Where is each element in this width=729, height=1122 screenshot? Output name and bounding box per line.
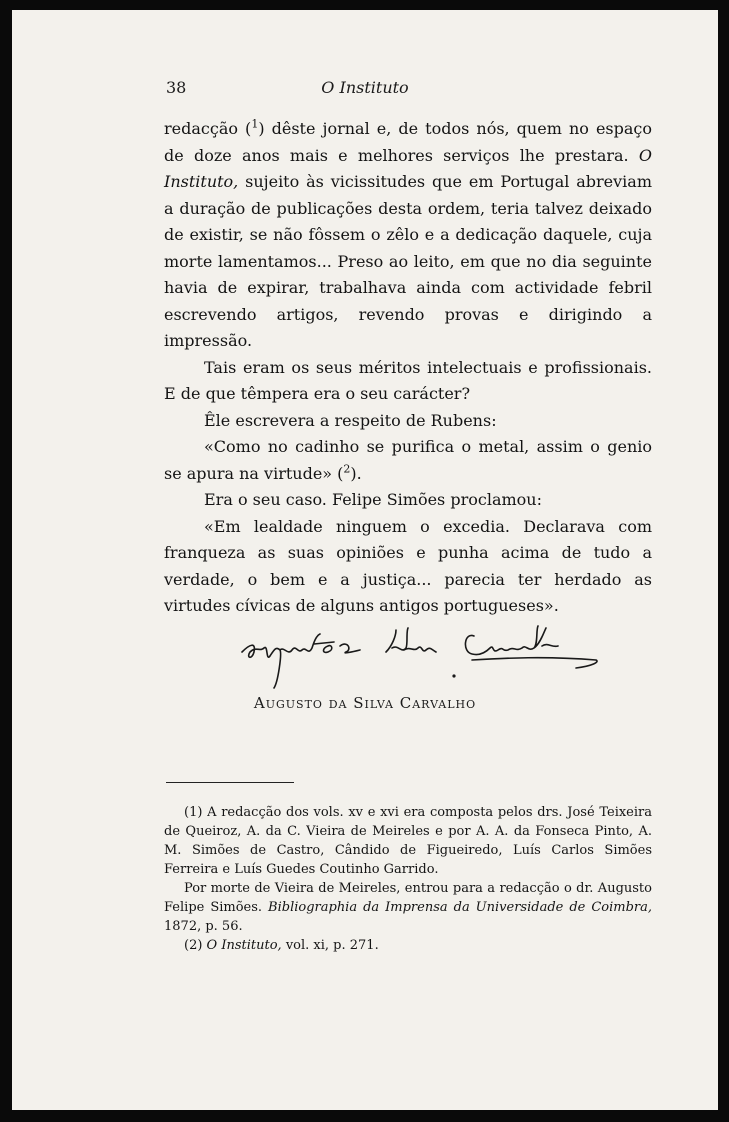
text-run: ) dêste jornal e, de todos nós, quem no espaço de doze anos mais e melhores serviços lhe prestara. bbox=[164, 119, 652, 165]
text-run: «Como no cadinho se purifica o metal, assim o genio se apura na virtude» ( bbox=[164, 437, 652, 483]
footnote-ref-2: 2 bbox=[343, 462, 351, 476]
paragraph-1 bbox=[164, 116, 652, 355]
footnote-1-continued bbox=[164, 879, 652, 936]
text-run: sujeito às vicissitudes que em Portugal abreviam a duração de publicações desta ordem, teria talvez deixado de existir, se não fôssem o zêlo e a dedicação daquele, cuja morte lamentamos... Preso ao leito, em que no dia seguinte havia de expirar, trabalhava ainda com actividade febril escrevendo artigos, revendo provas e dirigindo a impressão. bbox=[164, 172, 652, 350]
text-run: 1872, p. 56. bbox=[164, 919, 243, 934]
paragraph-5: Era o seu caso. Felipe Simões proclamou: bbox=[204, 490, 542, 509]
quote-rubens bbox=[164, 434, 652, 487]
footnotes bbox=[164, 803, 652, 955]
citation-title: Bibliographia da Imprensa da Universidade de Coimbra, bbox=[268, 900, 652, 915]
footnote-1 bbox=[164, 803, 652, 879]
text-run: ). bbox=[350, 463, 362, 483]
page-number: 38 bbox=[166, 78, 187, 97]
running-title: O Instituto bbox=[321, 78, 409, 97]
footnote-ref-1: 1 bbox=[251, 117, 259, 131]
text-run: Por morte de Vieira de Meireles, entrou para a redacção o dr. Augusto Felipe Simões. bbox=[164, 881, 652, 915]
text-run: redacção ( bbox=[164, 119, 252, 138]
paragraph-3: Êle escrevera a respeito de Rubens: bbox=[204, 410, 497, 430]
text-run: vol. xi, p. 271. bbox=[281, 938, 379, 953]
author-name: Augusto da Silva Carvalho bbox=[253, 694, 477, 712]
quote-simoes: «Em lealdade ninguem o excedia. Declarava com franqueza as suas opiniões e punha acima de tudo a verdade, o bem e a justiça... parecia ter herdado as virtudes cívicas de alguns antigos portugueses». bbox=[164, 516, 652, 615]
citation-title: O Instituto, bbox=[202, 938, 282, 953]
footnote-mark: (2) bbox=[184, 938, 203, 953]
journal-title: O Instituto, bbox=[164, 145, 652, 191]
text-run: A redacção dos vols. xv e xvi era composta pelos drs. José Teixeira de Queiroz, A. da C. Vieira de Meireles e por A. A. da Fonseca Pinto, A. M. Simões de Castro, Cândido de Figueiredo, Luís Carlos Simões Ferreira e Luís Guedes Coutinho Garrido. bbox=[164, 805, 652, 877]
paragraph-2: Tais eram os seus méritos intelectuais e profissionais. E de que têmpera era o seu carácter? bbox=[164, 357, 652, 403]
handwritten-signature bbox=[236, 622, 616, 696]
footnote-mark: (1) bbox=[184, 805, 203, 820]
footnote-2 bbox=[164, 936, 652, 955]
page bbox=[12, 10, 718, 1110]
body-text bbox=[164, 116, 652, 620]
footnote-divider bbox=[166, 782, 294, 783]
page-header bbox=[12, 78, 718, 102]
